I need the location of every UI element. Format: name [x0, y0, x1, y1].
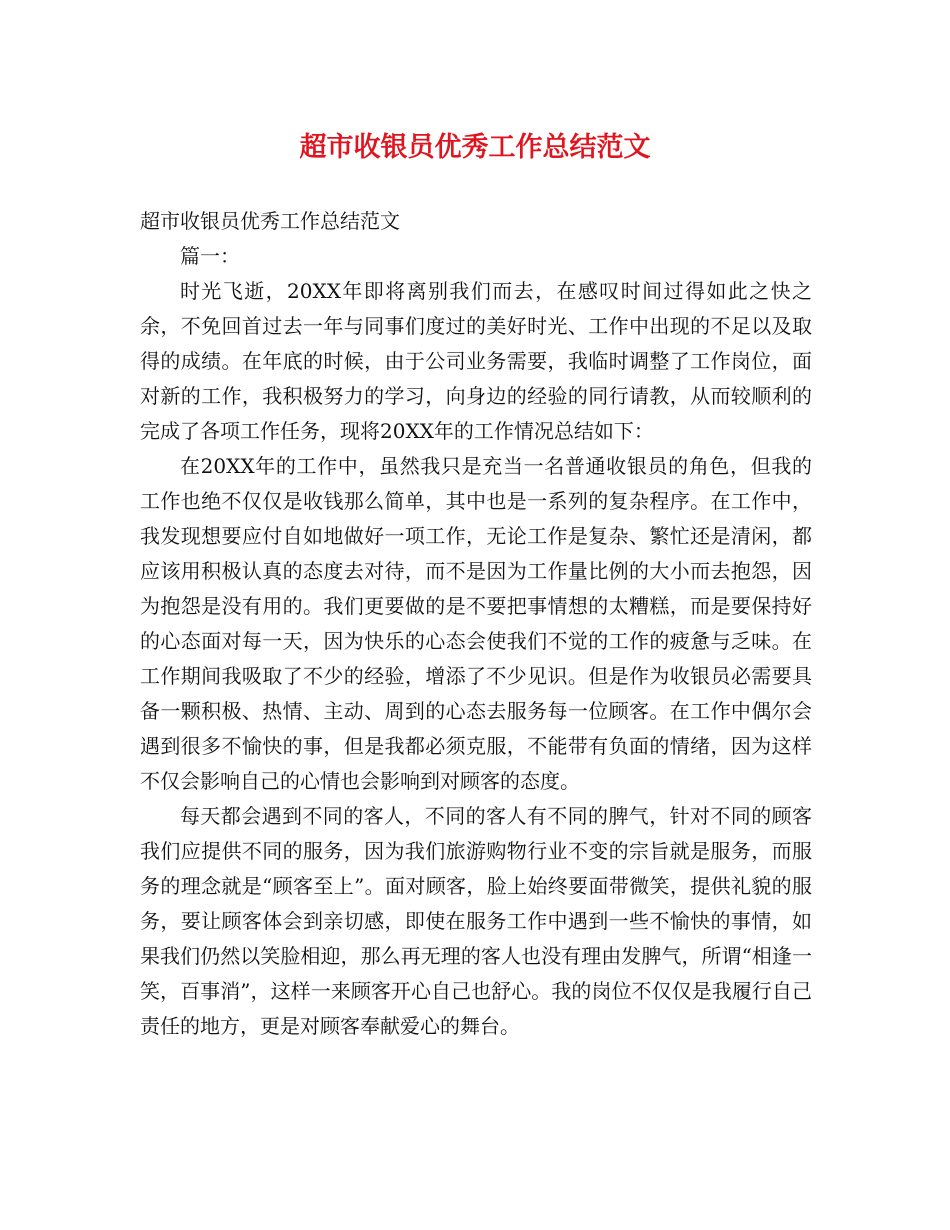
paragraph-1: 时光飞逝，20XX年即将离别我们而去，在感叹时间过得如此之快之余，不免回首过去一年与同事们度过的美好时光、工作中出现的不足以及取得的成绩。在年底的时候，由于公司业务需要，我临时调整了工作岗位，面对新的工作，我积极努力的学习，向身边的经验的同行请教，从而较顺利的完成了各项工作任务，现将20XX年的工作情况总结如下：: [140, 279, 812, 443]
paragraph-2: 在20XX年的工作中，虽然我只是充当一名普通收银员的角色，但我的工作也绝不仅仅是收钱那么简单，其中也是一系列的复杂程序。在工作中，我发现想要应付自如地做好一项工作，无论工作是复杂、繁忙还是清闲，都应该用积极认真的态度去对待，而不是因为工作量比例的大小而去抱怨，因为抱怨是没有用的。我们更要做的是不要把事情想的太糟糕，而是要保持好的心态面对每一天，因为快乐的心态会使我们不觉的工作的疲惫与乏味。在工作期间我吸取了不少的经验，增添了不少见识。但是作为收银员必需要具备一颗积极、热情、主动、周到的心态去服务每一位顾客。在工作中偶尔会遇到很多不愉快的事，但是我都必须克服，不能带有负面的情绪，因为这样不仅会影响自己的心情也会影响到对顾客的态度。: [140, 454, 812, 793]
document-body: [140, 204, 812, 1044]
section-label: 篇一：: [180, 244, 240, 268]
document-title: 超市收银员优秀工作总结范文: [299, 132, 651, 163]
paragraph-3: 每天都会遇到不同的客人，不同的客人有不同的脾气，针对不同的顾客我们应提供不同的服务，因为我们旅游购物行业不变的宗旨就是服务，而服务的理念就是“顾客至上”。面对顾客，脸上始终要面带微笑，提供礼貌的服务，要让顾客体会到亲切感，即使在服务工作中遇到一些不愉快的事情，如果我们仍然以笑脸相迎，那么再无理的客人也没有理由发脾气，所谓“相逢一笑，百事消”，这样一来顾客开心自己也舒心。我的岗位不仅仅是我履行自己责任的地方，更是对顾客奉献爱心的舞台。: [140, 804, 812, 1038]
document-subtitle: 超市收银员优秀工作总结范文: [140, 209, 400, 233]
